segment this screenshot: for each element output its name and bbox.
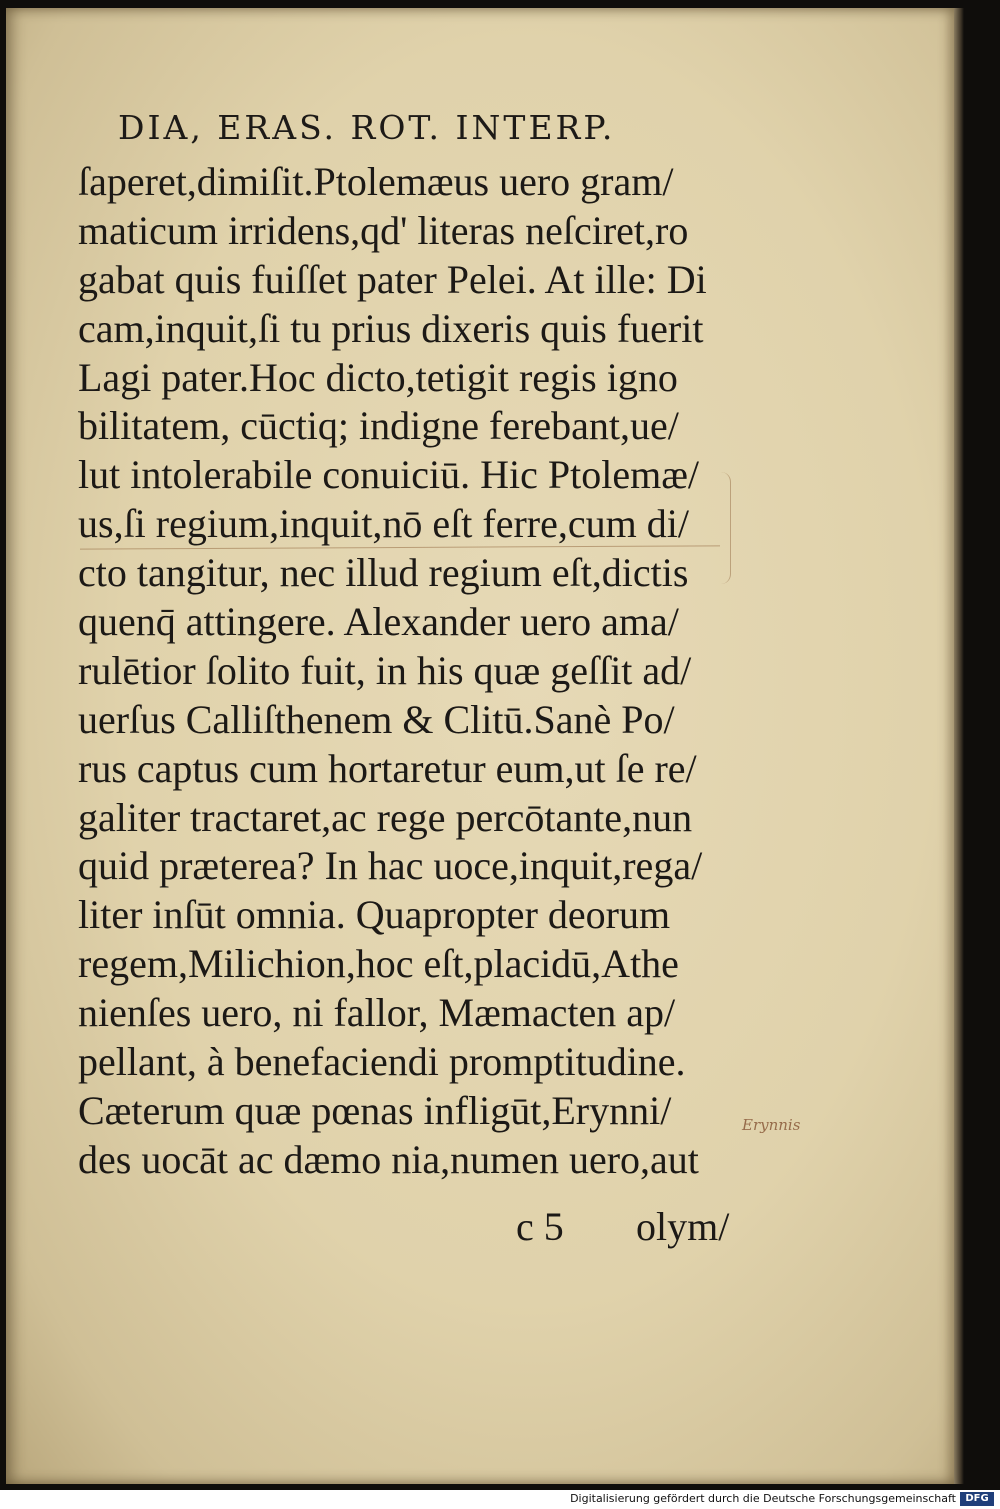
text-line: ſaperet,dimiſit.Ptolemæus uero gram/ — [78, 159, 674, 204]
text-line: uerſus Calliſthenem & Clitū.Sanè Po/ — [78, 696, 675, 742]
text-line: cam,inquit,ſi tu prius dixeris quis fuerit — [78, 305, 704, 351]
text-line: pellant, à benefaciendi promptitudine. — [78, 1039, 686, 1085]
catchword: olym/ — [636, 1204, 730, 1249]
text-line: regem,Milichion,hoc eſt,placidū,Athe — [78, 941, 679, 987]
text-line: gabat quis fuiſſet pater Pelei. At ille: Di — [78, 256, 707, 302]
page-edge — [954, 8, 964, 1484]
text-line: bilitatem, cūctiq; indigne ferebant,ue/ — [78, 403, 679, 449]
text-line: liter inſūt omnia. Quapropter deorum — [78, 892, 671, 938]
text-line: quenq̄ attingere. Alexander uero ama/ — [78, 599, 679, 645]
text-line: Cæterum quæ pœnas infligūt,Erynni/ — [78, 1087, 672, 1133]
text-line: cto tangitur, nec illud regium eſt,dictis — [78, 550, 689, 596]
text-line: Lagi pater.Hoc dicto,tetigit regis igno — [78, 354, 678, 400]
running-head: DIA, ERAS. ROT. INTERP. — [118, 108, 616, 147]
text-line: des uocāt ac dæmo nia,numen uero,aut — [78, 1136, 699, 1182]
text-line: nienſes uero, ni fallor, Mæmacten ap/ — [78, 990, 676, 1036]
text-block — [78, 158, 758, 1185]
text-line: quid præterea? In hac uoce,inquit,rega/ — [78, 843, 703, 889]
dfg-logo-icon: DFG — [960, 1492, 994, 1506]
margin-note: Erynnis — [742, 1116, 801, 1134]
signature-mark: c 5 — [516, 1204, 564, 1249]
text-line: lut intolerabile conuiciū. Hic Ptolemæ/ — [78, 452, 699, 498]
text-line: galiter tractaret,ac rege percōtante,nun — [78, 794, 693, 840]
text-line: rulētior ſolito fuit, in his quæ geſſit ad/ — [78, 647, 692, 693]
pencil-bracket — [716, 472, 731, 584]
text-line: maticum irridens,qd' literas neſciret,ro — [78, 207, 689, 253]
footer-credit: Digitalisierung gefördert durch die Deutsche Forschungsgemeinschaft — [570, 1492, 956, 1505]
digitization-footer — [0, 1490, 1000, 1509]
text-line: us,ſi regium,inquit,nō eſt ferre,cum di/ — [78, 501, 689, 547]
text-line: rus captus cum hortaretur eum,ut ſe re/ — [78, 745, 697, 791]
